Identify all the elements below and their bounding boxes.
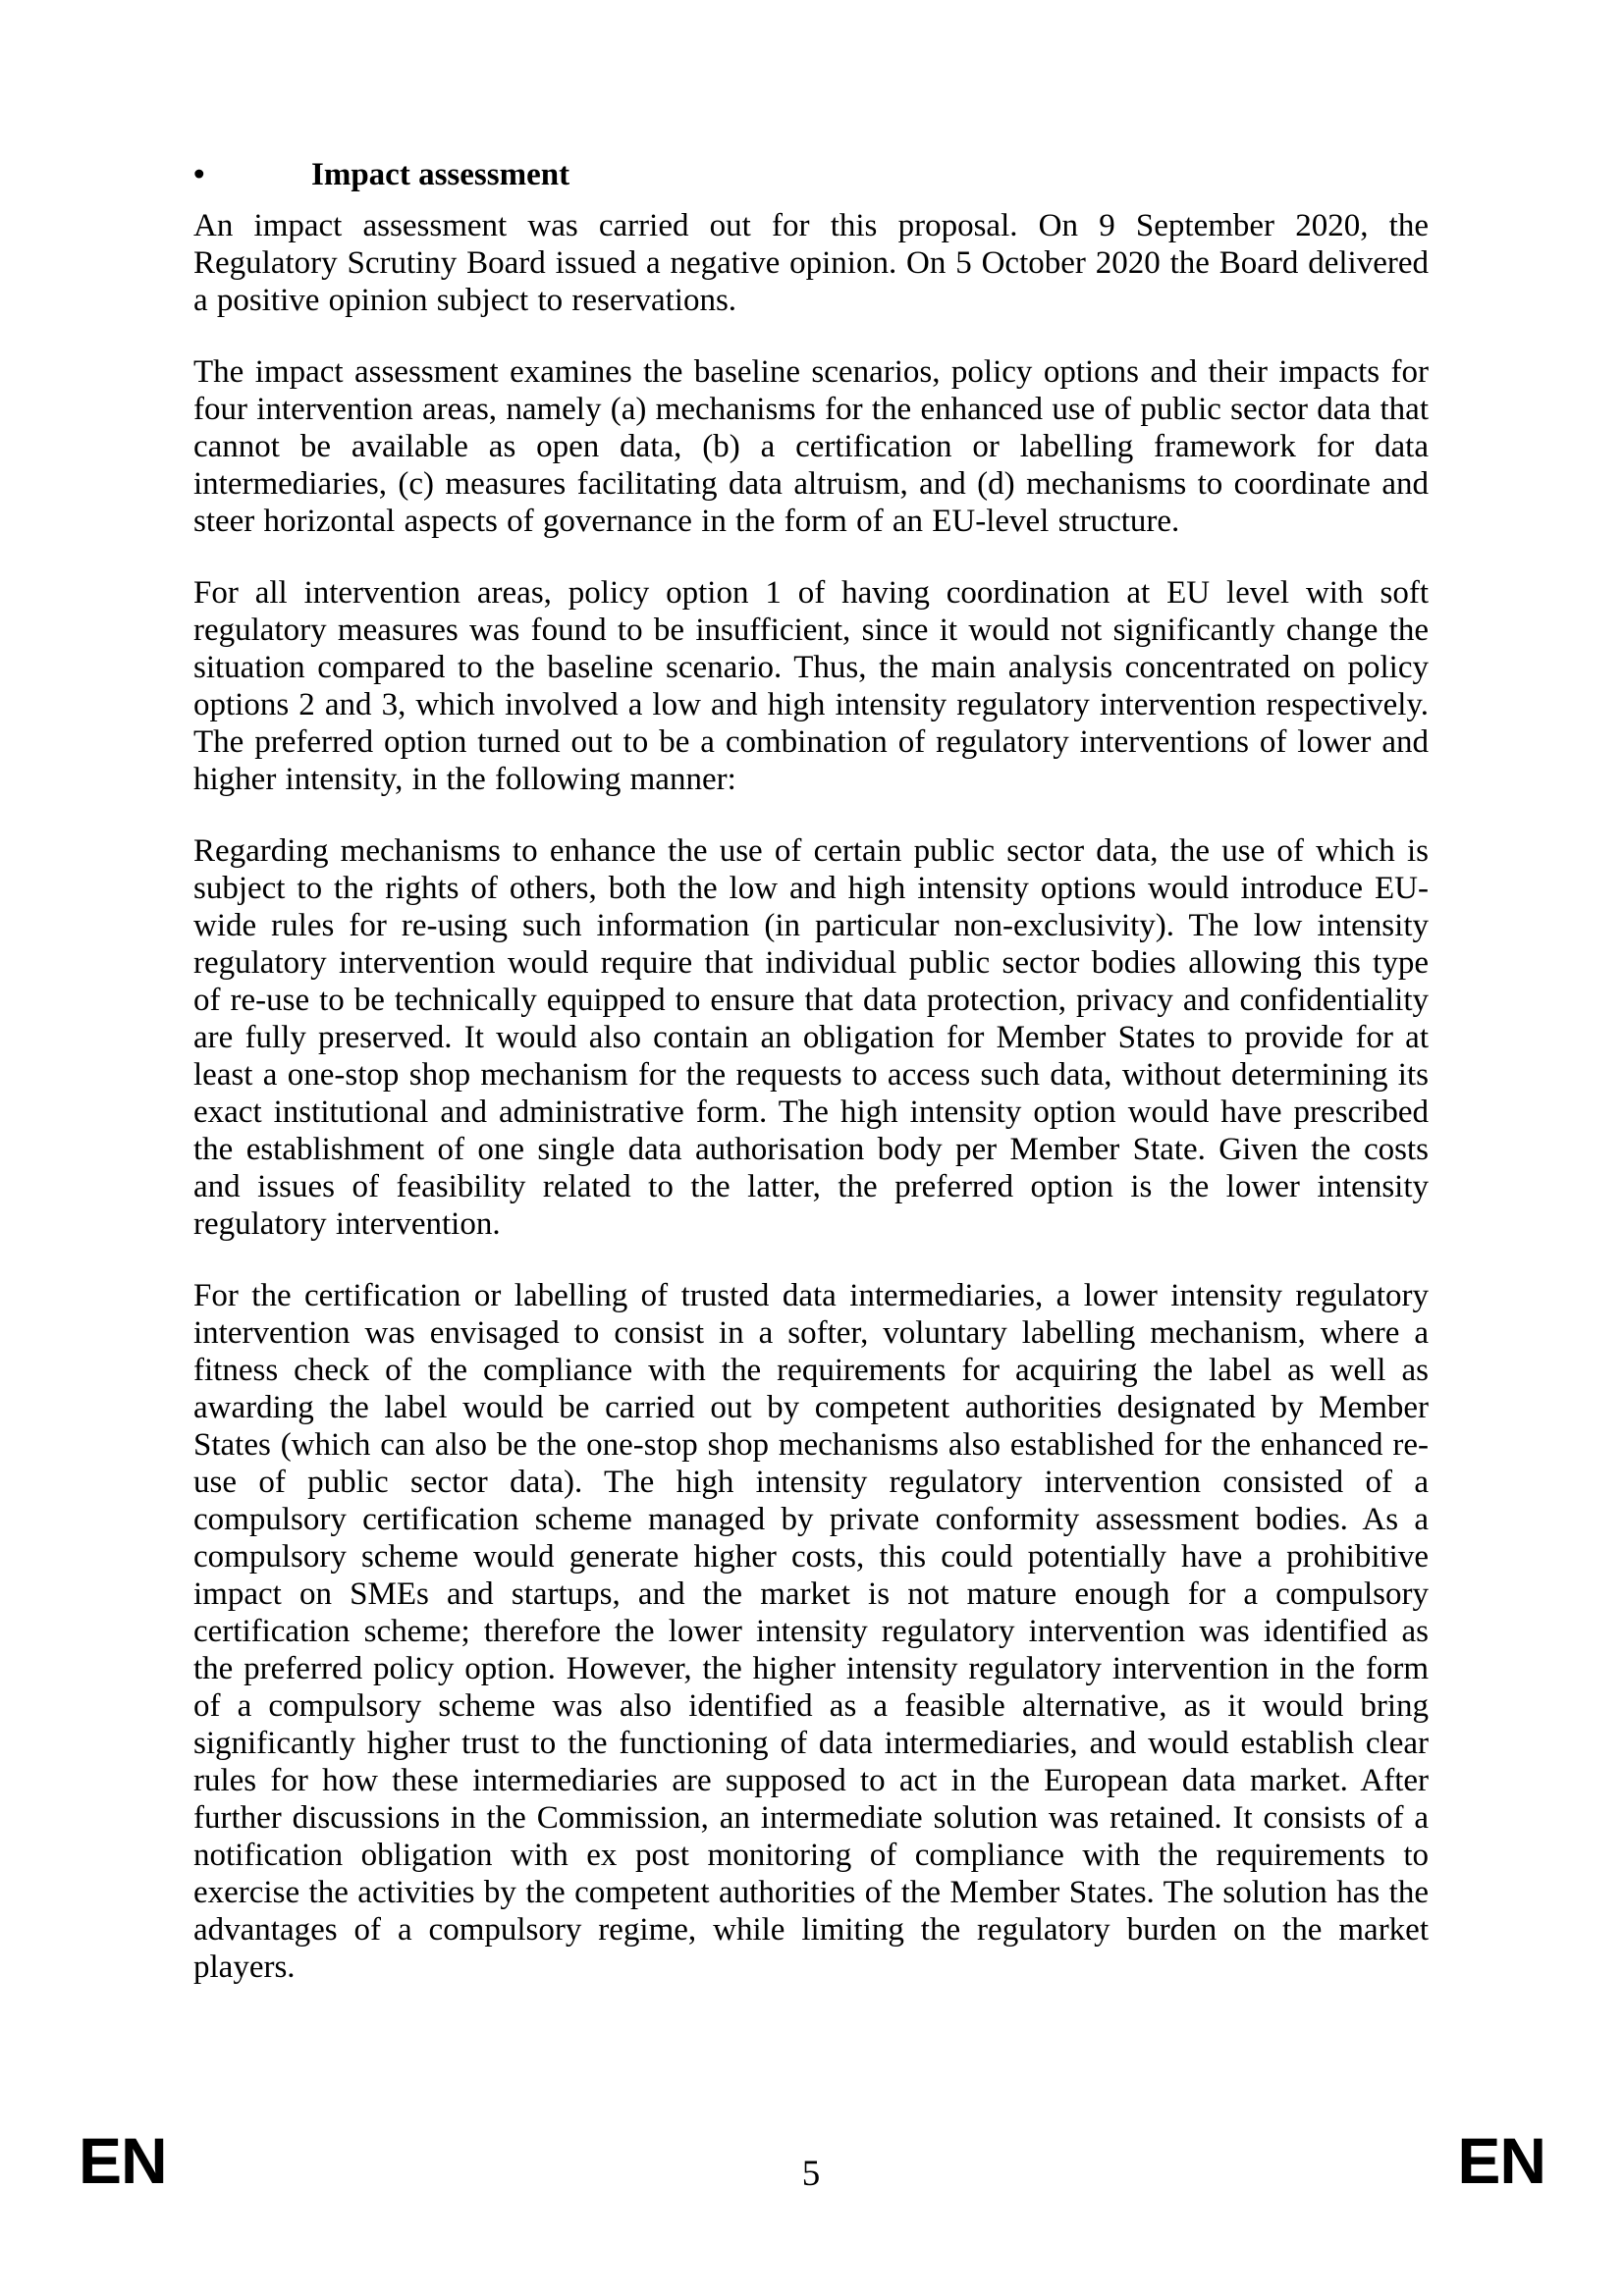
paragraph-impact-assessment-intro: An impact assessment was carried out for this proposal. On 9 September 2020, the Regulatory Scrutiny Board issued a negative opinion. On 5 October 2020 the Board delivered a positive opinion subject to reservations.	[193, 208, 1429, 318]
paragraph-public-sector-data-mechanisms: Regarding mechanisms to enhance the use of certain public sector data, the use of which is subject to the rights of others, both the low and high intensity options would introduce EU-wide rules for re-using such information (in particular non-exclusivity). The low intensity regulatory intervention would require that individual public sector bodies allowing this type of re-use to be technically equipped to ensure that data protection, privacy and confidentiality are fully preserved. It would also contain an obligation for Member States to provide for at least a one-stop shop mechanism for the requests to access such data, without determining its exact institutional and administrative form. The high intensity option would have prescribed the establishment of one single data authorisation body per Member State. Given the costs and issues of feasibility related to the latter, the preferred option is the lower intensity regulatory intervention.	[193, 833, 1429, 1242]
document-body	[193, 156, 1429, 1986]
footer-page-number: 5	[801, 2154, 821, 2194]
section-heading-title: Impact assessment	[311, 157, 570, 192]
paragraph-policy-options: For all intervention areas, policy option 1 of having coordination at EU level with soft regulatory measures was found to be insufficient, since it would not significantly change the situation compared to the baseline scenario. Thus, the main analysis concentrated on policy options 2 and 3, which involved a low and high intensity regulatory intervention respectively. The preferred option turned out to be a combination of regulatory interventions of lower and higher intensity, in the following manner:	[193, 575, 1429, 797]
footer-language-code-right: EN	[1457, 2124, 1545, 2197]
footer-language-code-left: EN	[79, 2124, 167, 2197]
section-heading	[193, 156, 1429, 193]
paragraph-certification-labelling: For the certification or labelling of trusted data intermediaries, a lower intensity regulatory intervention was envisaged to consist in a softer, voluntary labelling mechanism, where a fitness check of the compliance with the requirements for acquiring the label as well as awarding the label would be carried out by competent authorities designated by Member States (which can also be the one-stop shop mechanisms also established for the enhanced re-use of public sector data). The high intensity regulatory intervention consisted of a compulsory certification scheme managed by private conformity assessment bodies. As a compulsory scheme would generate higher costs, this could potentially have a prohibitive impact on SMEs and startups, and the market is not mature enough for a compulsory certification scheme; therefore the lower intensity regulatory intervention was identified as the preferred policy option. However, the higher intensity regulatory intervention in the form of a compulsory scheme was also identified as a feasible alternative, as it would bring significantly higher trust to the functioning of data intermediaries, and would establish clear rules for how these intermediaries are supposed to act in the European data market. After further discussions in the Commission, an intermediate solution was retained. It consists of a notification obligation with ex post monitoring of compliance with the requirements to exercise the activities by the competent authorities of the Member States. The solution has the advantages of a compulsory regime, while limiting the regulatory burden on the market players.	[193, 1278, 1429, 1985]
paragraph-intervention-areas: The impact assessment examines the baseline scenarios, policy options and their impacts for four intervention areas, namely (a) mechanisms for the enhanced use of public sector data that cannot be available as open data, (b) a certification or labelling framework for data intermediaries, (c) measures facilitating data altruism, and (d) mechanisms to coordinate and steer horizontal aspects of governance in the form of an EU-level structure.	[193, 354, 1429, 539]
bullet-marker-icon: •	[193, 157, 205, 192]
